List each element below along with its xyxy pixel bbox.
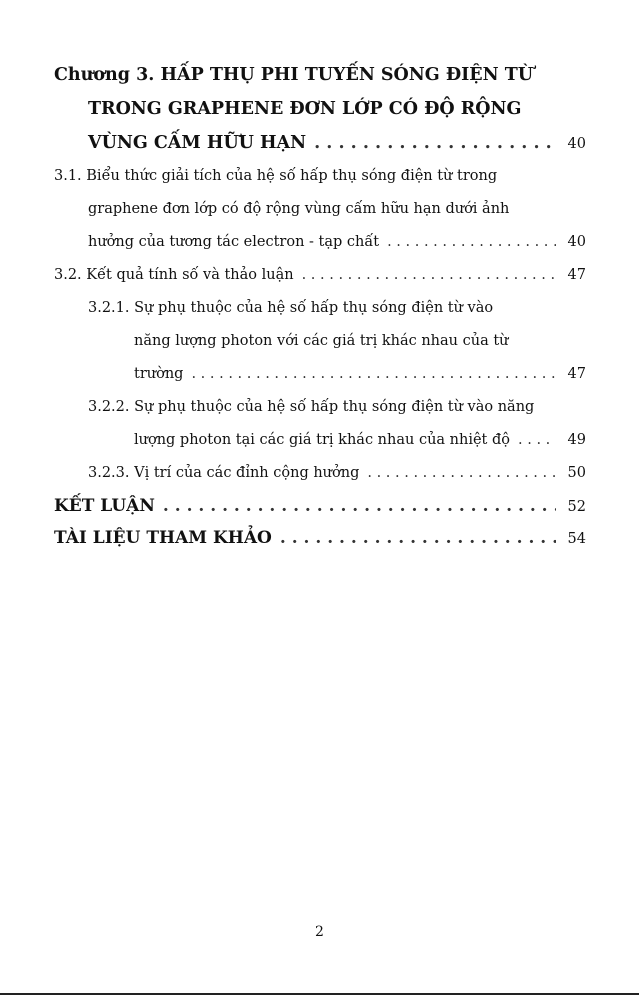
dot-leader <box>359 457 556 490</box>
toc-entry-section-3-1[interactable] <box>54 160 586 259</box>
toc-page-number: 54 <box>567 531 586 547</box>
toc-page-number: 40 <box>567 136 586 152</box>
toc-line <box>54 160 586 193</box>
table-of-contents <box>54 58 586 554</box>
toc-line <box>54 490 586 522</box>
toc-entry-subsection-3-2-2[interactable] <box>54 391 586 457</box>
toc-page-number: 50 <box>567 465 586 481</box>
toc-entry-subsection-3-2-1[interactable] <box>54 292 586 391</box>
toc-entry-text: 3.2.2. Sự phụ thuộc của hệ số hấp thụ sóng điện từ vào năng <box>88 399 535 415</box>
toc-entry-chapter-3[interactable] <box>54 58 586 160</box>
toc-page-number: 40 <box>567 234 586 250</box>
toc-line <box>54 126 586 160</box>
page-number: 2 <box>315 924 324 940</box>
toc-line <box>54 226 586 259</box>
toc-page-number: 49 <box>567 432 586 448</box>
toc-line <box>54 522 586 554</box>
toc-entry-subsection-3-2-3[interactable] <box>54 457 586 490</box>
toc-entry-text: trường <box>134 366 184 382</box>
toc-entry-text: TRONG GRAPHENE ĐƠN LỚP CÓ ĐỘ RỘNG <box>88 99 522 119</box>
toc-line <box>88 325 586 358</box>
toc-entry-text: năng lượng photon với các giá trị khác nhau của từ <box>134 333 509 349</box>
toc-entry-text: Chương 3. HẤP THỤ PHI TUYẾN SÓNG ĐIỆN TỪ <box>54 65 534 85</box>
toc-entry-text: 3.2.1. Sự phụ thuộc của hệ số hấp thụ sóng điện từ vào <box>88 300 494 316</box>
toc-line <box>54 193 586 226</box>
toc-line <box>54 259 586 292</box>
toc-entry-text: 3.2. Kết quả tính số và thảo luận <box>54 267 294 283</box>
toc-line <box>88 358 586 391</box>
toc-line <box>88 391 586 424</box>
toc-entry-text: lượng photon tại các giá trị khác nhau của nhiệt độ <box>134 432 511 448</box>
toc-entry-section-3-2[interactable] <box>54 259 586 292</box>
toc-entry-text: KẾT LUẬN <box>54 496 155 516</box>
toc-entry-text: 3.1. Biểu thức giải tích của hệ số hấp thụ sóng điện từ trong <box>54 168 498 184</box>
toc-page-number: 47 <box>567 267 586 283</box>
toc-line <box>54 92 586 126</box>
toc-page-number: 52 <box>567 499 586 515</box>
toc-entry-text: TÀI LIỆU THAM KHẢO <box>54 528 272 548</box>
dot-leader <box>155 490 556 522</box>
toc-entry-text: VÙNG CẤM HỮU HẠN <box>88 133 307 153</box>
toc-line <box>54 58 586 92</box>
toc-entry-conclusion[interactable] <box>54 490 586 522</box>
dot-leader <box>379 226 556 259</box>
bottom-rule <box>0 993 639 995</box>
toc-entry-text: 3.2.3. Vị trí của các đỉnh cộng hưởng <box>88 465 360 481</box>
dot-leader <box>272 522 556 554</box>
dot-leader <box>294 259 556 292</box>
toc-entry-text: graphene đơn lớp có độ rộng vùng cấm hữu hạn dưới ảnh <box>88 201 510 217</box>
dot-leader <box>183 358 556 391</box>
toc-entry-references[interactable] <box>54 522 586 554</box>
toc-line <box>88 292 586 325</box>
toc-entry-text: hưởng của tương tác electron - tạp chất <box>88 234 380 250</box>
dot-leader <box>510 424 556 457</box>
toc-line <box>88 457 586 490</box>
dot-leader <box>306 126 556 160</box>
toc-page-number: 47 <box>567 366 586 382</box>
toc-line <box>88 424 586 457</box>
